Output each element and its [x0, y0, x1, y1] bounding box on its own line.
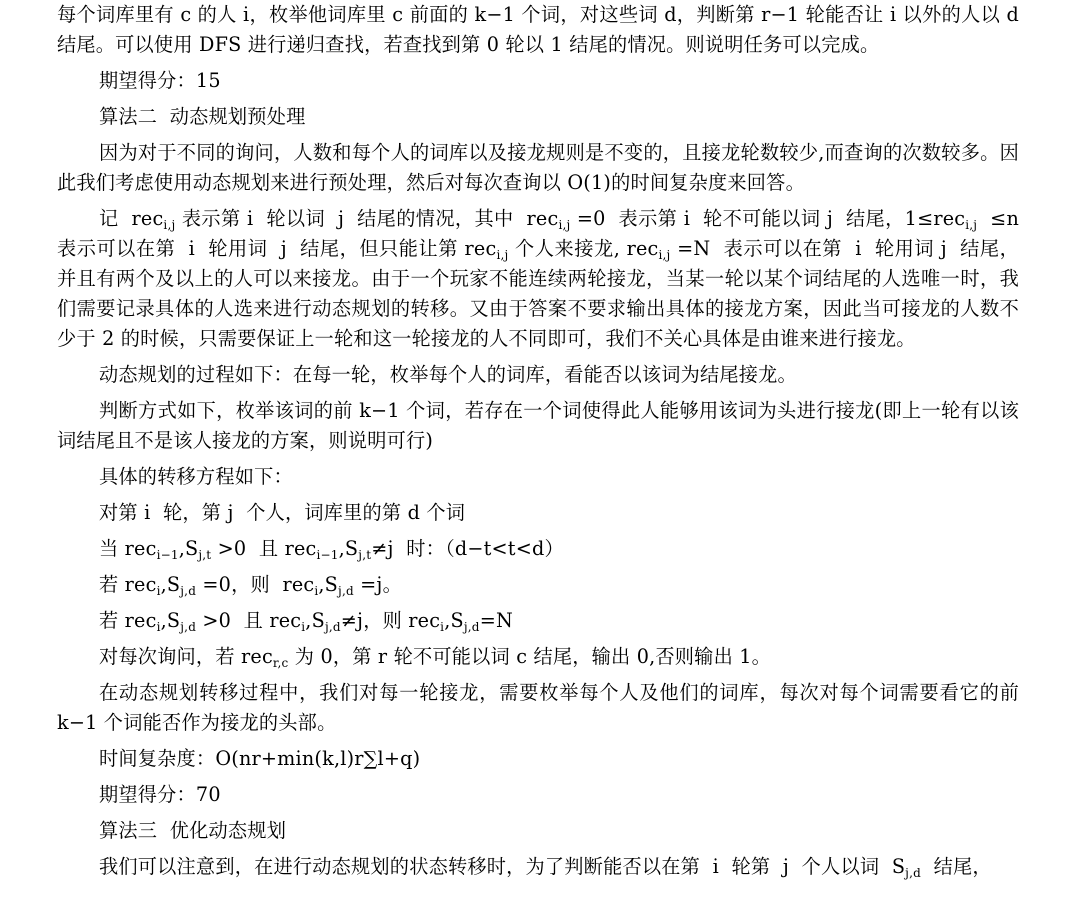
text-run: ≤n 表示可以在第 i 轮用词 j 结尾，但只能让第 rec	[57, 207, 1032, 260]
text-run: =N 表示可以在第 i 轮用词 j 结尾，并且有两个及以上的人可以来接龙。由于一个玩家不能连续两轮接龙，当某一轮以某个词结尾的人选唯一时，我们需要记录具体的人选来进行动态规划的转移。又由于答案不要求输出具体的接龙方案，因此当可接龙的人数不少于 2 的时候，只需要保证上一轮和这一轮接龙的人不同即可，我们不关心具体是由谁来进行接龙。	[57, 237, 1019, 350]
paragraph	[57, 360, 1019, 390]
text-run: 若 rec	[99, 573, 157, 596]
subscript: i,j	[965, 218, 978, 232]
text-run: ,S	[160, 609, 181, 632]
subscript: j,d	[180, 620, 197, 634]
subscript: i−1	[316, 548, 339, 562]
subscript: i,j	[496, 248, 509, 262]
paragraph	[57, 852, 1019, 882]
paragraph	[57, 816, 1019, 846]
text-run: 每个词库里有 c 的人 i，枚举他词库里 c 前面的 k−1 个词，对这些词 d，判断第 r−1 轮能否让 i 以外的人以 d 结尾。可以使用 DFS 进行递归查找，若查找到第 0 轮以 1 结尾的情况。则说明任务可以完成。	[57, 3, 1026, 56]
text-run: =0，则 rec	[196, 573, 315, 596]
subscript: r,c	[272, 656, 289, 670]
text-run: 期望得分：70	[99, 783, 221, 806]
subscript: j,d	[324, 620, 341, 634]
text-run: 若 rec	[99, 609, 157, 632]
text-run: 因为对于不同的询问，人数和每个人的词库以及接龙规则是不变的，且接龙轮数较少,而查询的次数较多。因此我们考虑使用动态规划来进行预处理，然后对每次查询以 O(1)的时间复杂度来回答。	[57, 141, 1019, 194]
text-run: >0 且 rec	[211, 537, 317, 560]
paragraph	[57, 678, 1026, 738]
subscript: j,t	[198, 548, 212, 562]
text-run: =0 表示第 i 轮不可能以词 j 结尾，1≤rec	[570, 207, 966, 230]
text-run: ≠j，则 rec	[340, 609, 441, 632]
text-run: 具体的转移方程如下：	[99, 465, 293, 488]
paragraph	[57, 396, 1019, 456]
text-run: 为 0，第 r 轮不可能以词 c 结尾，输出 0,否则输出 1。	[288, 645, 772, 668]
paragraph	[57, 66, 1019, 96]
text-run: 时间复杂度：O(nr+min(k,l)r∑l+q)	[99, 747, 421, 770]
text-run: 结尾，	[921, 855, 992, 878]
subscript: i	[156, 584, 161, 598]
text-run: ,S	[178, 537, 199, 560]
paragraph	[57, 0, 1026, 60]
text-run: >0 且 rec	[196, 609, 302, 632]
paragraph	[57, 102, 1019, 132]
paragraph	[57, 642, 1019, 672]
text-run: ,S	[444, 609, 464, 632]
text-run: 动态规划的过程如下：在每一轮，枚举每个人的词库，看能否以该词为结尾接龙。	[99, 363, 797, 386]
text-run: 算法三 优化动态规划	[99, 819, 287, 842]
subscript: i	[156, 620, 161, 634]
paragraph	[57, 570, 1019, 600]
paragraph	[57, 204, 1032, 354]
paragraph	[57, 744, 1019, 774]
text-run: 算法二 动态规划预处理	[99, 105, 306, 128]
text-run: ,S	[305, 609, 325, 632]
text-run: 记 rec	[99, 207, 164, 230]
subscript: i,j	[658, 248, 671, 262]
text-run: =N	[479, 609, 513, 632]
subscript: i	[314, 584, 319, 598]
text-run: 判断方式如下，枚举该词的前 k−1 个词，若存在一个词使得此人能够用该词为头进行接龙(即上一轮有以该词结尾且不是该人接龙的方案，则说明可行)	[57, 399, 1019, 452]
paragraph	[57, 462, 1019, 492]
subscript: j,d	[180, 584, 197, 598]
subscript: i,j	[163, 218, 176, 232]
subscript: j,d	[463, 620, 480, 634]
text-run: 我们可以注意到，在进行动态规划的状态转移时，为了判断能否以在第 i 轮第 j 个人以词 S	[99, 855, 906, 878]
text-run: 对每次询问，若 rec	[99, 645, 273, 668]
text-run: ,S	[160, 573, 181, 596]
paragraph	[57, 498, 1019, 528]
document-page	[57, 0, 1032, 882]
paragraph	[57, 534, 1019, 564]
text-run: ,S	[318, 573, 339, 596]
text-run: =j。	[353, 573, 402, 596]
paragraph	[57, 780, 1019, 810]
text-run: 期望得分：15	[99, 69, 221, 92]
text-run: 对第 i 轮，第 j 个人，词库里的第 d 个词	[99, 501, 466, 524]
text-run: ≠j 时：（d−t<t<d）	[371, 537, 564, 560]
subscript: i−1	[156, 548, 179, 562]
text-run: 表示第 i 轮以词 j 结尾的情况，其中 rec	[175, 207, 559, 230]
text-run: 个人来接龙, rec	[508, 237, 659, 260]
text-run: ,S	[338, 537, 359, 560]
subscript: j,d	[905, 866, 921, 880]
subscript: i	[440, 620, 445, 634]
subscript: j,d	[338, 584, 354, 598]
paragraph	[57, 138, 1019, 198]
subscript: i,j	[558, 218, 571, 232]
subscript: i	[301, 620, 306, 634]
subscript: j,t	[358, 548, 372, 562]
text-run: 在动态规划转移过程中，我们对每一轮接龙，需要枚举每个人及他们的词库，每次对每个词需要看它的前 k−1 个词能否作为接龙的头部。	[57, 681, 1026, 734]
text-run: 当 rec	[99, 537, 157, 560]
paragraph	[57, 606, 1019, 636]
